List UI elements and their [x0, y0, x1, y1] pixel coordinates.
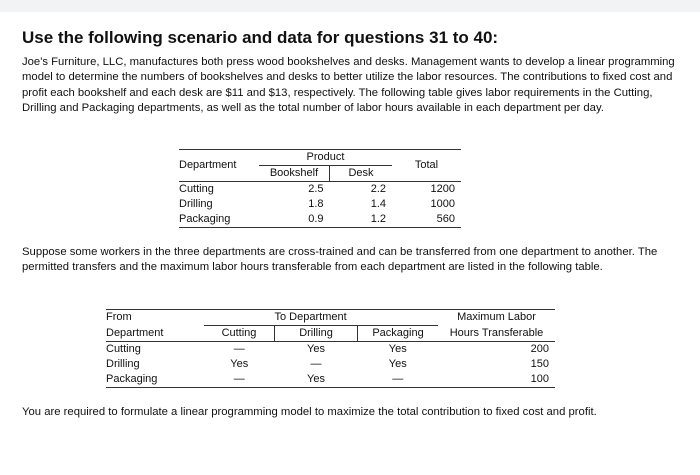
- packaging-header: Packaging: [358, 326, 439, 342]
- department-header: Department: [106, 326, 164, 339]
- page-title: Use the following scenario and data for questions 31 to 40:: [22, 28, 499, 47]
- top-bar: [0, 0, 700, 12]
- table-cell-bookshelf: 0.9: [259, 212, 330, 228]
- table-row-from: Packaging: [106, 372, 204, 388]
- table-cell-drilling: —: [310, 358, 322, 370]
- table-row-dept: Packaging: [179, 212, 259, 228]
- table-cell-cutting: Yes: [230, 358, 249, 370]
- table-cell-total: 560: [392, 212, 461, 228]
- table-cell-max: 100: [438, 372, 555, 388]
- table-cell-total: 1200: [392, 182, 461, 198]
- transfer-paragraph: Suppose some workers in the three departments are cross-trained and can be transferred from one department to another. The permitted transfers and the maximum labor hours transferable from each department are listed in the following table.: [22, 246, 658, 274]
- table-cell-drilling: Yes: [275, 372, 358, 388]
- total-header: Total: [392, 150, 461, 182]
- to-department-header: To Department: [275, 310, 439, 326]
- from-header: From: [106, 310, 204, 326]
- table-cell-total: 1000: [430, 198, 455, 210]
- table-cell-desk: 1.2: [330, 212, 393, 228]
- table-cell-bookshelf: 2.5: [259, 182, 330, 198]
- cutting-header: Cutting: [204, 326, 275, 342]
- labor-requirements-table: [179, 149, 461, 228]
- closing-paragraph: You are required to formulate a linear programming model to maximize the total contribution to fixed cost and profit.: [22, 406, 597, 418]
- document-body: [22, 28, 682, 117]
- transfer-table: [106, 309, 555, 388]
- table-cell-cutting: —: [204, 372, 275, 388]
- desk-header: Desk: [330, 166, 393, 182]
- table-cell-bookshelf: 1.8: [308, 198, 324, 210]
- table-cell-packaging: Yes: [388, 358, 407, 370]
- table-row-dept: Drilling: [179, 198, 213, 210]
- table-row-from: Cutting: [106, 342, 204, 358]
- bookshelf-header: Bookshelf: [259, 166, 330, 182]
- table-cell-desk: 1.4: [370, 198, 386, 210]
- drilling-header: Drilling: [275, 326, 358, 342]
- product-header: Product: [259, 150, 392, 166]
- table-cell-drilling: Yes: [275, 342, 358, 358]
- table-cell-max: 200: [438, 342, 555, 358]
- max-labor-header: Maximum Labor: [438, 310, 555, 326]
- hours-transferable-header: Hours Transferable: [449, 326, 544, 339]
- table-cell-max: 150: [530, 358, 549, 370]
- table-cell-packaging: Yes: [358, 342, 439, 358]
- table-cell-cutting: —: [204, 342, 275, 358]
- table-row-from: Drilling: [106, 358, 140, 370]
- table-row-dept: Cutting: [179, 182, 259, 198]
- table-cell-desk: 2.2: [330, 182, 393, 198]
- intro-paragraph: Joe's Furniture, LLC, manufactures both press wood bookshelves and desks. Management wants to develop a linear programming model to determine the numbers of bookshelves and desks to better utilize the labor resources. The contributions to fixed cost and profit each bookshelf and each desk are $11 and $13, respectively. The following table gives labor requirements in the Cutting, Drilling and Packaging departments, as well as the total number of labor hours available in each department per day.: [22, 56, 675, 115]
- table-cell-packaging: —: [358, 372, 439, 388]
- department-header: Department: [179, 150, 259, 182]
